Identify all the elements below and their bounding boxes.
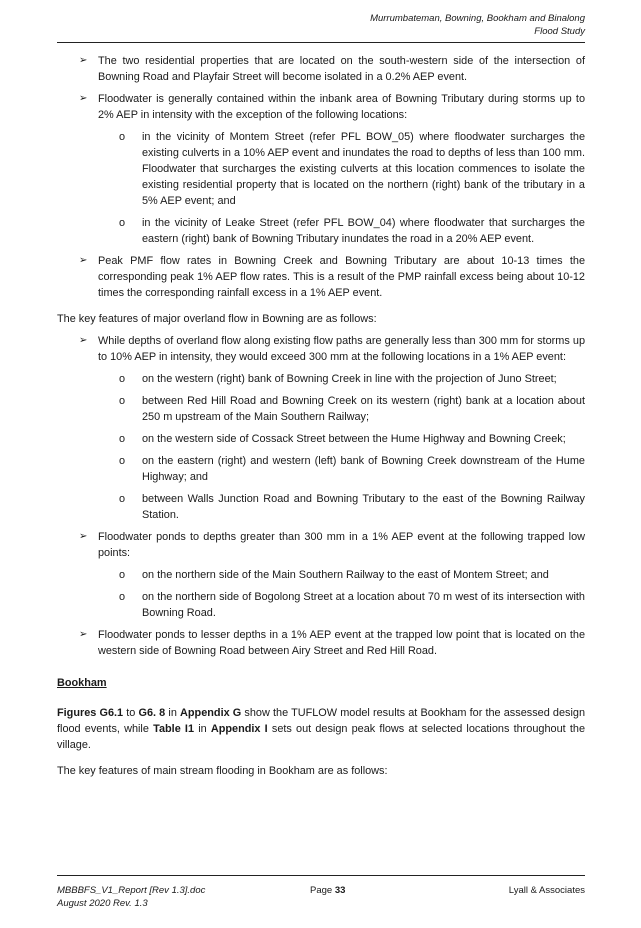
footer-doc-name: MBBBFS_V1_Report [Rev 1.3].doc — [57, 885, 206, 896]
sub-bullet-item — [57, 129, 585, 209]
bullet-item — [57, 627, 585, 659]
bullet-item — [57, 53, 585, 85]
figure-reference: Figures G6.1 — [57, 707, 124, 719]
bullet-text: Floodwater ponds to lesser depths in a 1% AEP event at the trapped low point that is located on the western side of Bowning Road between Airy Street and Red Hill Road. — [98, 629, 585, 657]
sub-bullet-text: on the northern side of Bogolong Street at a location about 70 m west of its intersection with Bowning Road. — [142, 591, 585, 619]
circle-bullet-icon: o — [119, 455, 126, 467]
bullet-text: While depths of overland flow along existing flow paths are generally less than 300 mm for storms up to 10% AEP in intensity, they would exceed 300 mm at the following locations in a 1% AEP event: — [98, 335, 585, 363]
sub-bullet-text: in the vicinity of Leake Street (refer PFL BOW_04) where floodwater that surcharges the eastern (right) bank of Bowning Tributary inundates the road in a 20% AEP event. — [142, 217, 585, 245]
sub-bullet-text: in the vicinity of Montem Street (refer PFL BOW_05) where floodwater surcharges the existing culverts in a 10% AEP event and inundates the road to depths of less than 100 mm. Floodwater that surcharges the existing culverts at this location commences to isolate the existing residential property that is located on the northern (right) bank of the tributary in a 5% AEP event; and — [142, 131, 585, 207]
footer-document-info — [57, 884, 205, 910]
arrow-bullet-icon: ➢ — [79, 629, 88, 640]
footer-company: Lyall & Associates — [508, 885, 585, 896]
header-line-1: Murrumbateman, Bowning, Bookham and Binalong — [370, 13, 585, 24]
sub-bullet-item — [57, 393, 585, 425]
sub-bullet-text: on the western (right) bank of Bowning Creek in line with the projection of Juno Street; — [142, 373, 557, 385]
sub-bullet-item — [57, 491, 585, 523]
arrow-bullet-icon: ➢ — [79, 93, 88, 104]
sub-bullet-item — [57, 371, 585, 387]
circle-bullet-icon: o — [119, 217, 126, 229]
sub-bullet-item — [57, 453, 585, 485]
page-header — [370, 12, 585, 38]
circle-bullet-icon: o — [119, 493, 126, 505]
bullet-item — [57, 253, 585, 301]
circle-bullet-icon: o — [119, 373, 126, 385]
arrow-bullet-icon: ➢ — [79, 255, 88, 266]
sub-bullet-text: between Red Hill Road and Bowning Creek on its western (right) bank at a location about 250 m upstream of the Main Southern Railway; — [142, 395, 585, 423]
inline-text: in — [194, 723, 211, 735]
sub-bullet-text: on the western side of Cossack Street between the Hume Highway and Bowning Creek; — [142, 433, 566, 445]
inline-text: to — [123, 707, 139, 719]
footer-date-revision: August 2020 Rev. 1.3 — [57, 898, 148, 909]
appendix-reference: Appendix I — [210, 723, 268, 735]
circle-bullet-icon: o — [119, 395, 126, 407]
bullet-text: The two residential properties that are located on the south-western side of the intersection of Bowning Road and Playfair Street will become isolated in a 0.2% AEP event. — [98, 55, 585, 83]
sub-bullet-text: on the eastern (right) and western (left) bank of Bowning Creek downstream of the Hume Highway; and — [142, 455, 585, 483]
section-heading-bookham: Bookham — [57, 677, 107, 689]
sub-bullet-item — [57, 215, 585, 247]
page-number-value: 33 — [334, 885, 346, 896]
bullet-item — [57, 529, 585, 561]
inline-text: in — [165, 707, 181, 719]
sub-bullet-item — [57, 431, 585, 447]
figure-reference: G6. 8 — [138, 707, 166, 719]
circle-bullet-icon: o — [119, 569, 126, 581]
circle-bullet-icon: o — [119, 591, 126, 603]
header-line-2: Flood Study — [534, 26, 585, 37]
page-label: Page — [310, 885, 335, 896]
bullet-item — [57, 333, 585, 365]
circle-bullet-icon: o — [119, 433, 126, 445]
footer-divider — [57, 875, 585, 876]
bullet-text: Floodwater is generally contained within the inbank area of Bowning Tributary during storms up to 2% AEP in intensity with the exception of the following locations: — [98, 93, 585, 121]
bookham-paragraph-2: The key features of main stream flooding in Bookham are as follows: — [57, 765, 388, 777]
bookham-paragraph-1 — [57, 705, 585, 753]
bullet-text: Peak PMF flow rates in Bowning Creek and Bowning Tributary are about 10-13 times the corresponding peak 1% AEP flow rates. This is a result of the PMP rainfall excess being about 10-12 times the corresponding rainfall excess in a 1% AEP event. — [98, 255, 585, 299]
sub-bullet-item — [57, 589, 585, 621]
sub-bullet-text: on the northern side of the Main Southern Railway to the east of Montem Street; and — [142, 569, 549, 581]
inline-text: show the TUFLOW model results at Bookham for the assessed design flood events, while — [57, 707, 585, 735]
page-body — [57, 53, 585, 785]
table-reference: Table I1 — [153, 723, 195, 735]
sub-bullet-text: between Walls Junction Road and Bowning Tributary to the east of the Bowning Railway Station. — [142, 493, 585, 521]
bullet-text: Floodwater ponds to depths greater than 300 mm in a 1% AEP event at the following trapped low points: — [98, 531, 585, 559]
circle-bullet-icon: o — [119, 131, 126, 143]
bullet-item — [57, 91, 585, 123]
sub-bullet-item — [57, 567, 585, 583]
inline-text: sets out design peak flows at selected locations throughout the village. — [57, 723, 585, 751]
arrow-bullet-icon: ➢ — [79, 55, 88, 66]
page-number — [310, 884, 345, 897]
overland-intro: The key features of major overland flow in Bowning are as follows: — [57, 313, 377, 325]
header-divider — [57, 42, 585, 43]
arrow-bullet-icon: ➢ — [79, 335, 88, 346]
arrow-bullet-icon: ➢ — [79, 531, 88, 542]
appendix-reference: Appendix G — [180, 707, 242, 719]
